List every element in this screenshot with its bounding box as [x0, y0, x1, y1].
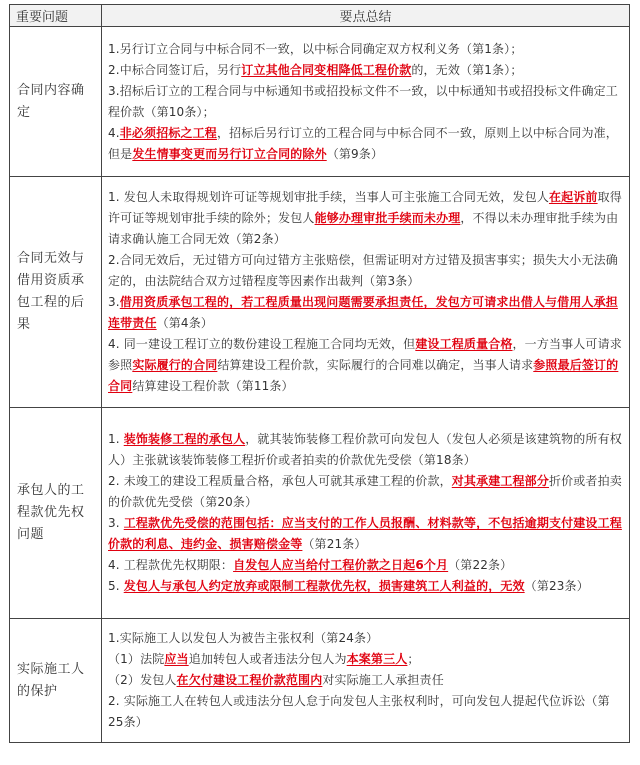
summary-point	[108, 123, 624, 165]
body-text: ，一方当事人可请求参照	[108, 337, 622, 372]
highlighted-text: 建设工程质量合格	[415, 337, 513, 351]
body-text: ，不得以未办理审批手续为由请求确认施工合同无效（第2条）	[108, 211, 619, 246]
highlighted-text: 能够办理审批手续而未办理	[314, 211, 461, 225]
topic-cell: 合同内容确定	[10, 27, 102, 177]
highlighted-text: 参照最后签订的合同	[108, 358, 619, 393]
row-contract-content	[10, 27, 630, 177]
header-row	[10, 5, 630, 27]
body-text: 4. 同一建设工程订立的数份建设工程施工合同均无效，但	[108, 337, 416, 351]
body-text: 1.实际施工人以发包人为被告主张权利（第24条）	[108, 631, 379, 645]
summary-point	[108, 292, 624, 334]
highlighted-text: 工程款优先受偿的范围包括：应当支付的工作人员报酬、材料款等，不包括逾期支付建设工程价款的利息、违约金、损害赔偿金等	[108, 516, 622, 551]
body-text: 的，无效（第1条）；	[411, 62, 523, 77]
body-text: 1. 发包人未取得规划许可证等规划审批手续，当事人可主张施工合同无效，发包人	[108, 190, 549, 204]
row-priority-right	[10, 408, 630, 619]
highlighted-text: 非必须招标之工程	[119, 125, 217, 140]
summary-point	[108, 429, 624, 471]
summary-point	[108, 250, 624, 292]
body-text: 1.另行订立合同与中标合同不一致，以中标合同确定双方权利义务（第1条）；	[108, 41, 523, 56]
body-text: （第9条）	[326, 146, 384, 161]
highlighted-text: 在欠付建设工程价款范围内	[176, 673, 323, 687]
summary-point	[108, 39, 624, 60]
summary-table	[9, 4, 630, 743]
highlighted-text: 应当	[164, 652, 189, 666]
summary-point	[108, 471, 624, 513]
content-cell	[102, 408, 630, 619]
topic-cell: 承包人的工程款优先权问题	[10, 408, 102, 619]
highlighted-text: 实际履行的合同	[132, 358, 218, 372]
body-text: 2. 实际施工人在转包人或违法分包人怠于向发包人主张权利时，可向发包人提起代位诉讼（第25条）	[108, 694, 610, 729]
summary-point	[108, 576, 624, 597]
summary-point	[108, 555, 624, 576]
body-text: （1）法院	[108, 652, 165, 666]
highlighted-text: 借用资质承包工程的，若工程质量出现问题需要承担责任，发包方可请求出借人与借用人承担连带责任	[108, 295, 618, 330]
body-text: 3.	[108, 516, 124, 530]
body-text: 追加转包人或者违法分包人为	[188, 652, 347, 666]
body-text: 4.	[108, 125, 120, 140]
row-invalid-contract	[10, 177, 630, 408]
body-text: 2.中标合同签订后，另行	[108, 62, 242, 77]
body-text: 1.	[108, 432, 124, 446]
body-text: 结算建设工程价款，实际履行的合同难以确定，当事人请求	[217, 358, 534, 372]
body-text: 2.合同无效后，无过错方可向过错方主张赔偿，但需证明对方过错及损害事实；损失大小无法确定的，由法院结合双方过错程度等因素作出裁判（第3条）	[108, 253, 618, 288]
body-text: 5.	[108, 579, 124, 593]
content-cell	[102, 619, 630, 743]
body-text: 取得许可证等规划审批手续的除外；发包人	[108, 190, 622, 225]
body-text: （第21条）	[302, 537, 367, 551]
body-text: ，招标后另行订立的工程合同与中标合同不一致，原则上以中标合同为准，但是	[108, 125, 618, 161]
highlighted-text: 发包人与承包人约定放弃或限制工程款优先权，损害建筑工人利益的，无效	[123, 579, 525, 593]
summary-point	[108, 334, 624, 397]
body-text: 3.招标后订立的工程合同与中标通知书或招投标文件不一致，以中标通知书或招投标文件确定工程价款（第10条）；	[108, 83, 618, 119]
body-text: ，就其装饰装修工程价款可向发包人（发包人必须是该建筑物的所有权人）主张就该装饰装修工程折价或者拍卖的价款优先受偿（第18条）	[108, 432, 622, 467]
highlighted-text: 在起诉前	[548, 190, 598, 204]
row-actual-builder	[10, 619, 630, 743]
summary-point	[108, 60, 624, 81]
summary-point	[108, 81, 624, 123]
highlighted-text: 自发包人应当给付工程价款之日起6个月	[233, 558, 449, 572]
body-text: （第4条）	[156, 316, 213, 330]
body-text: （2）发包人	[108, 673, 177, 687]
topic-cell: 实际施工人的保护	[10, 619, 102, 743]
summary-point	[108, 691, 624, 733]
header-summary: 要点总结	[102, 5, 630, 27]
highlighted-text: 本案第三人	[346, 652, 408, 666]
body-text: （第23条）	[524, 579, 589, 593]
content-cell	[102, 177, 630, 408]
body-text: 4. 工程款优先权期限：	[108, 558, 234, 572]
body-text: 2. 未竣工的建设工程质量合格，承包人可就其承建工程的价款，	[108, 474, 452, 488]
summary-point	[108, 649, 624, 670]
body-text: 结算建设工程价款（第11条）	[132, 379, 294, 393]
highlighted-text: 装饰装修工程的承包人	[123, 432, 246, 446]
header-issue: 重要问题	[10, 5, 102, 27]
content-cell	[102, 27, 630, 177]
summary-point	[108, 628, 624, 649]
summary-point	[108, 187, 624, 250]
body-text: 折价或者拍卖的价款优先受偿（第20条）	[108, 474, 622, 509]
highlighted-text: 发生情事变更而另行订立合同的除外	[132, 146, 327, 161]
body-text: 3.	[108, 295, 120, 309]
body-text: 对实际施工人承担责任	[322, 673, 444, 687]
summary-point	[108, 670, 624, 691]
summary-point	[108, 513, 624, 555]
body-text: （第22条）	[448, 558, 513, 572]
body-text: ；	[407, 652, 420, 666]
highlighted-text: 订立其他合同变相降低工程价款	[241, 62, 412, 77]
highlighted-text: 对其承建工程部分	[451, 474, 549, 488]
topic-cell: 合同无效与借用资质承包工程的后果	[10, 177, 102, 408]
